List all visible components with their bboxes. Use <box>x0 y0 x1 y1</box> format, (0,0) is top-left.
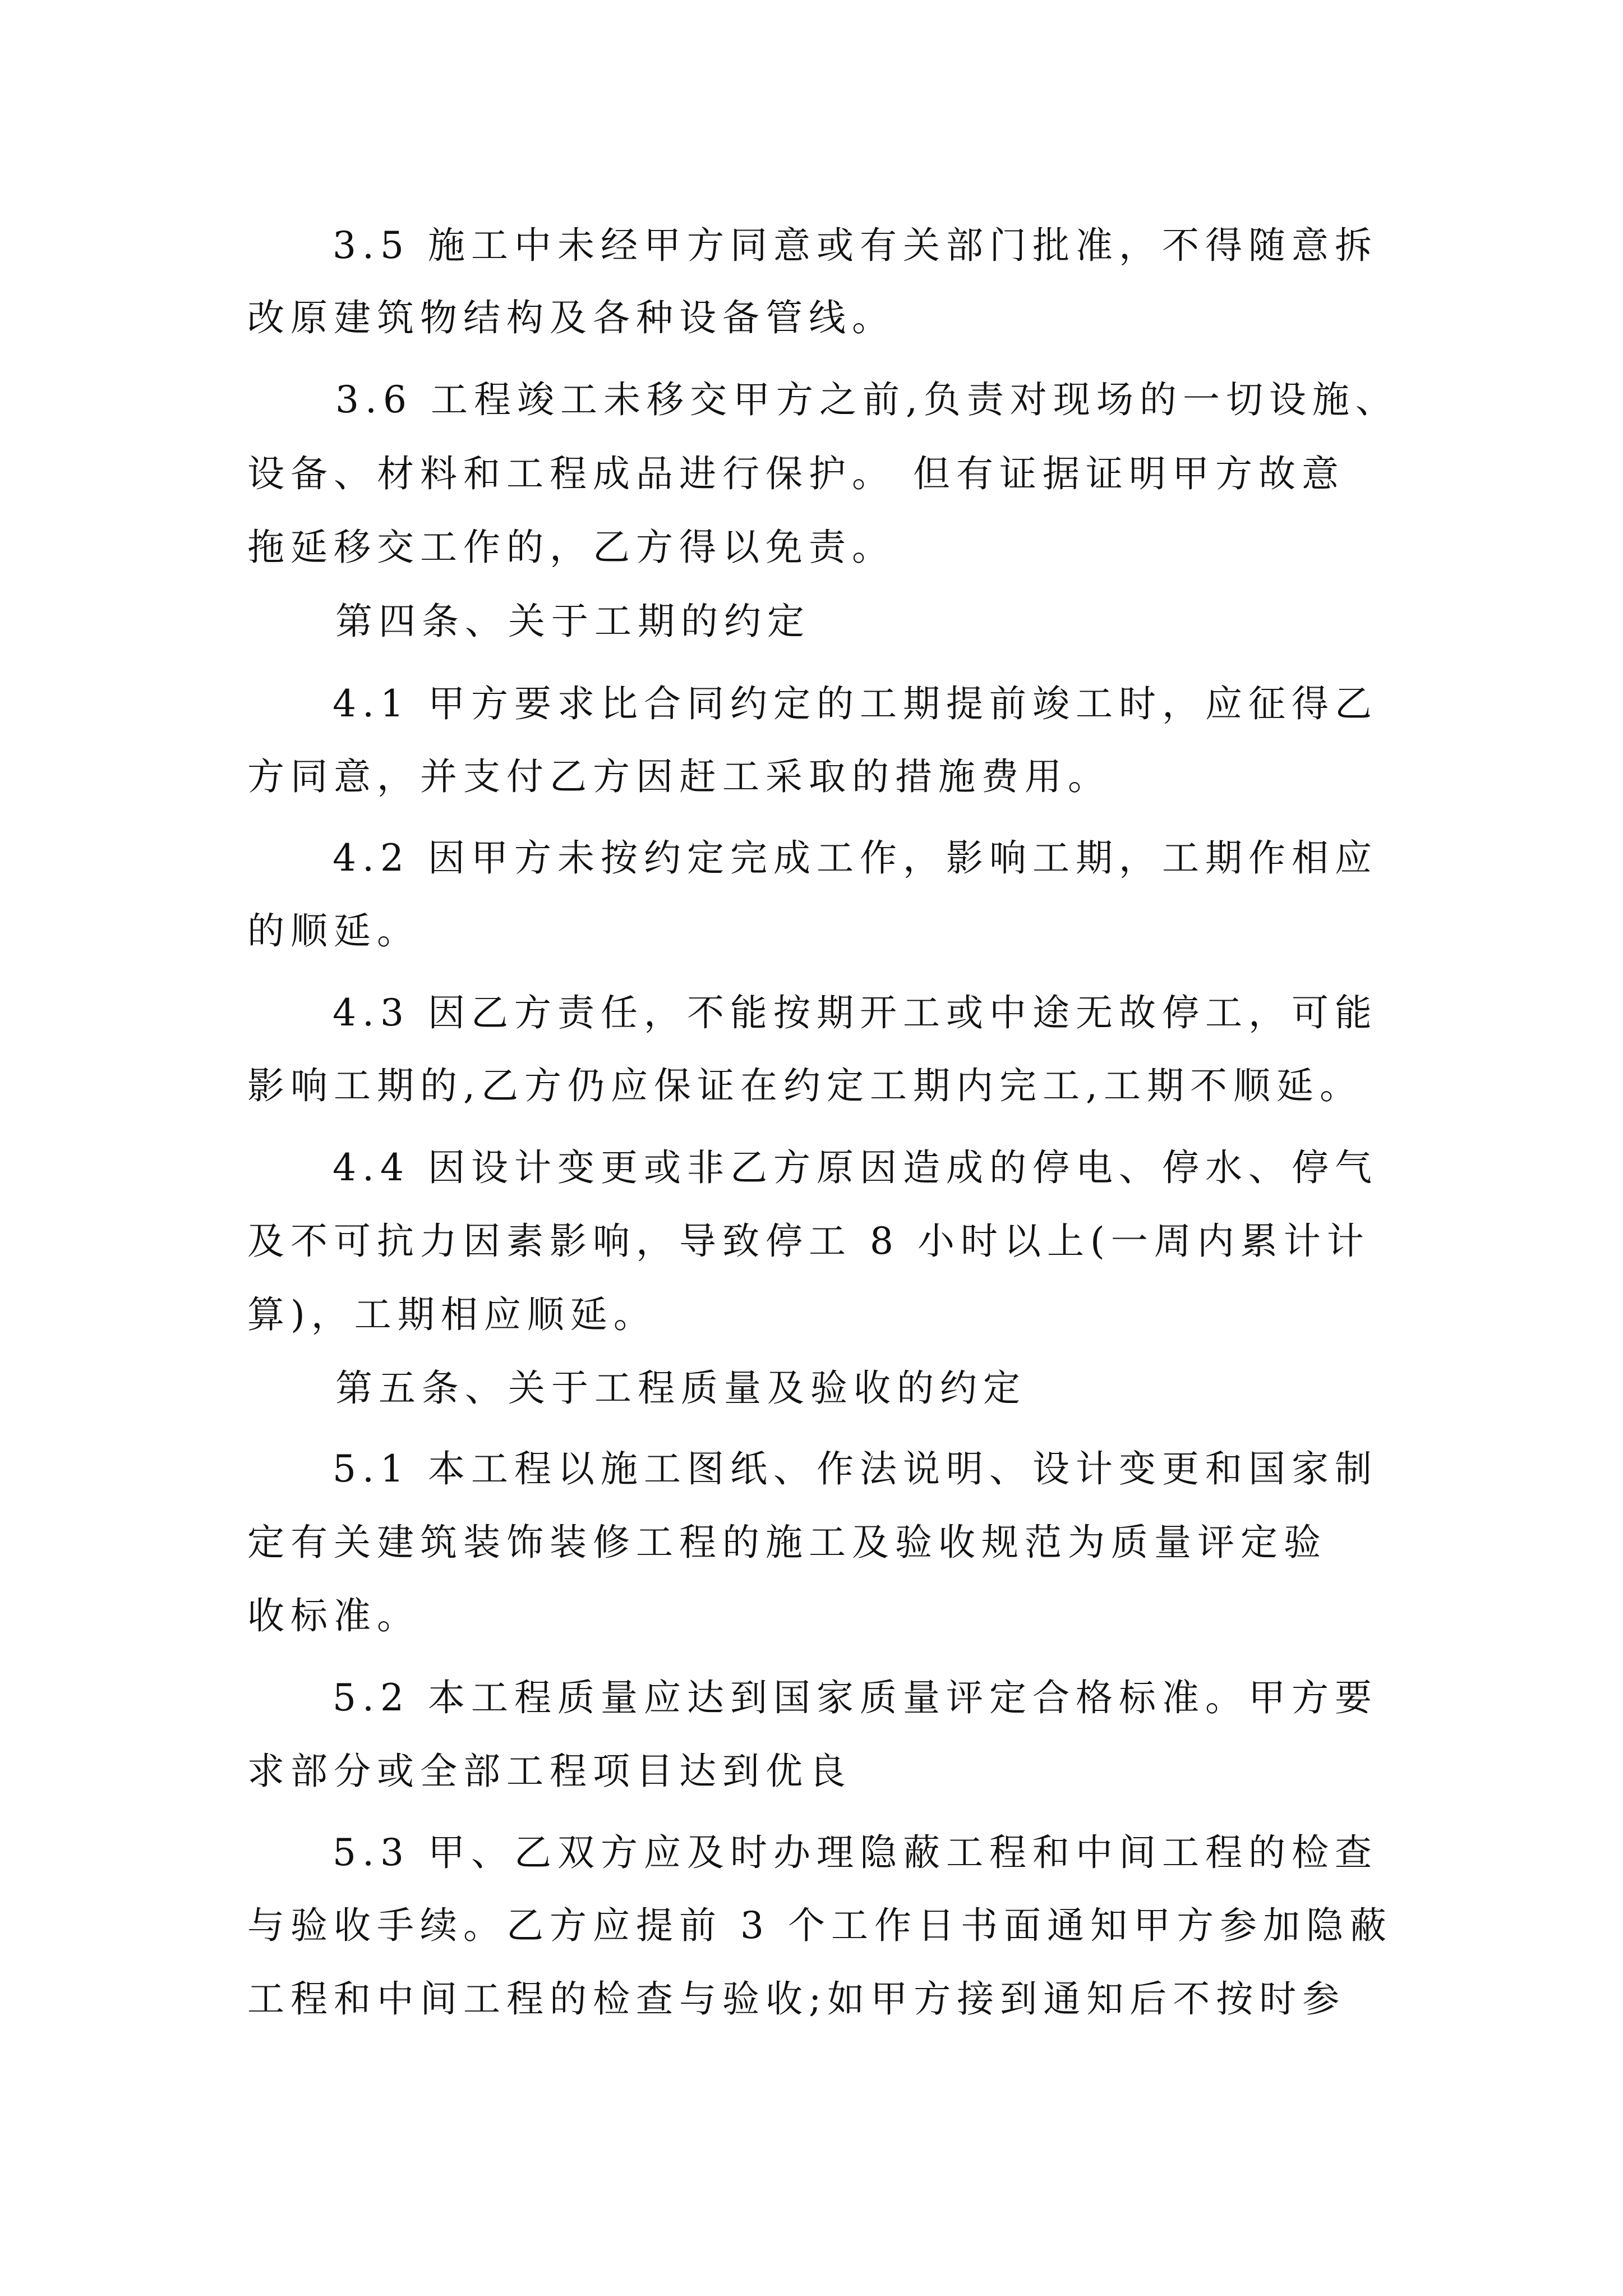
clause-5-1-line-1: 5.1 本工程以施工图纸、作法说明、设计变更和国家制 <box>333 1447 1378 1490</box>
clause-4-4-line-3: 算)，工期相应顺延。 <box>247 1293 657 1336</box>
clause-3-5-line-2: 改原建筑物结构及各种设备管线。 <box>247 296 895 339</box>
clause-4-4-line-1: 4.4 因设计变更或非乙方原因造成的停电、停水、停气 <box>333 1146 1378 1189</box>
clause-5-3-line-2: 与验收手续。乙方应提前 3 个工作日书面通知甲方参加隐蔽 <box>247 1904 1393 1947</box>
clause-5-2-line-1: 5.2 本工程质量应达到国家质量评定合格标准。甲方要 <box>333 1676 1378 1719</box>
clause-5-1-line-3: 收标准。 <box>247 1594 420 1637</box>
clause-3-5-line-1: 3.5 施工中未经甲方同意或有关部门批准，不得随意拆 <box>333 224 1378 267</box>
clause-3-6-line-1: 3.6 工程竣工未移交甲方之前,负责对现场的一切设施、 <box>335 378 1399 421</box>
clause-5-3-line-1: 5.3 甲、乙双方应及时办理隐蔽工程和中间工程的检查 <box>333 1831 1378 1874</box>
clause-4-3-line-2: 影响工期的,乙方仍应保证在约定工期内完工,工期不顺延。 <box>247 1064 1363 1107</box>
clause-5-1-line-2: 定有关建筑装饰装修工程的施工及验收规范为质量评定验 <box>247 1521 1327 1564</box>
clause-4-3-line-1: 4.3 因乙方责任，不能按期开工或中途无故停工，可能 <box>333 991 1378 1034</box>
clause-5-2-line-2: 求部分或全部工程项目达到优良 <box>247 1750 852 1793</box>
clause-5-3-line-3: 工程和中间工程的检查与验收;如甲方接到通知后不按时参 <box>247 1977 1346 2021</box>
clause-4-4-line-2: 及不可抗力因素影响，导致停工 8 小时以上(一周内累计计 <box>247 1220 1370 1263</box>
clause-4-2-line-2: 的顺延。 <box>247 909 420 953</box>
article-4-heading: 第四条、关于工期的约定 <box>335 600 810 643</box>
clause-4-2-line-1: 4.2 因甲方未按约定完成工作，影响工期，工期作相应 <box>333 836 1378 880</box>
clause-3-6-line-2: 设备、材料和工程成品进行保护。 但有证据证明甲方故意 <box>247 452 1345 495</box>
clause-4-1-line-2: 方同意，并支付乙方因赶工采取的措施费用。 <box>247 755 1111 798</box>
clause-4-1-line-1: 4.1 甲方要求比合同约定的工期提前竣工时，应征得乙 <box>333 682 1378 725</box>
article-5-heading: 第五条、关于工程质量及验收的约定 <box>335 1366 1026 1410</box>
clause-3-6-line-3: 拖延移交工作的，乙方得以免责。 <box>247 526 895 569</box>
